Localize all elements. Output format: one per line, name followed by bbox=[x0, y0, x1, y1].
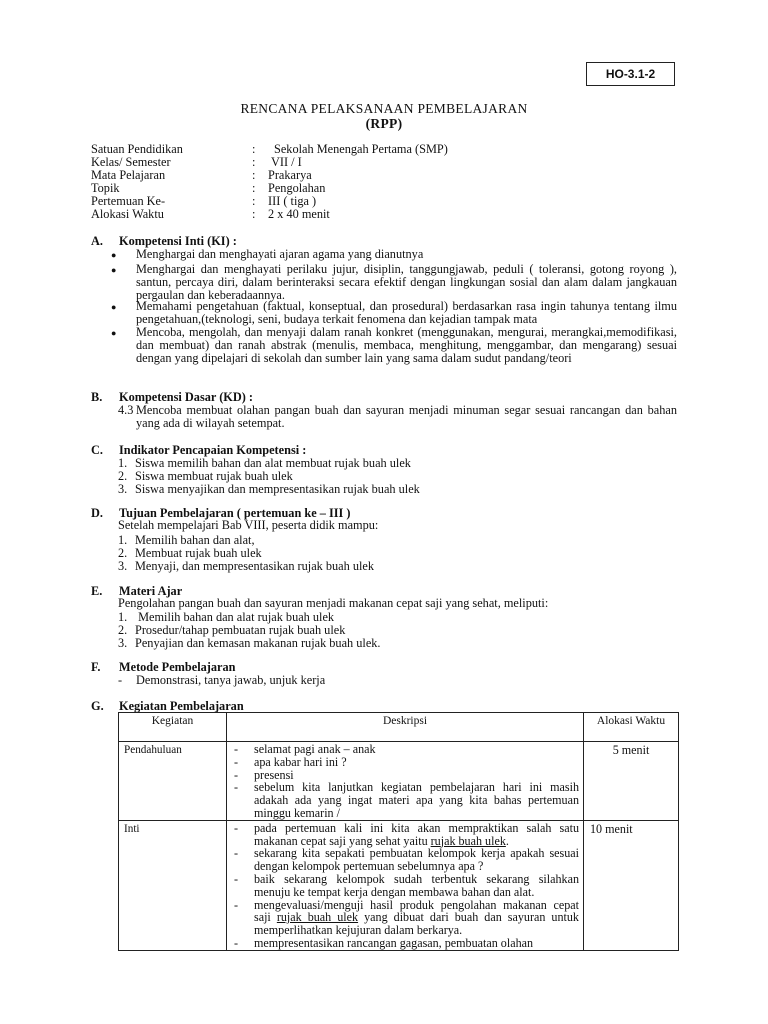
column-header-alokasi: Alokasi Waktu bbox=[584, 713, 679, 742]
item-number: 1. bbox=[118, 456, 128, 470]
section-title: Kegiatan Pembelajaran bbox=[119, 699, 244, 713]
item-text: mempresentasikan rancangan gagasan, pembuatan olahan bbox=[254, 935, 534, 950]
identity-value: VII / I bbox=[271, 155, 302, 169]
item-text: Prosedur/tahap pembuatan rujak buah ulek bbox=[135, 623, 346, 637]
section-title: Kompetensi Inti (KI) : bbox=[119, 234, 237, 248]
kd-number: 4.3 bbox=[118, 403, 134, 417]
item-text: Menyaji, dan mempresentasikan rujak buah ulek bbox=[135, 559, 375, 573]
document-title: RENCANA PELAKSANAAN PEMBELAJARAN bbox=[240, 101, 528, 116]
identity-label: Satuan Pendidikan bbox=[91, 142, 183, 156]
bullet-icon: ● bbox=[111, 302, 117, 312]
item-text: Memilih bahan dan alat, bbox=[135, 533, 255, 547]
deskripsi-cell bbox=[227, 820, 584, 950]
identity-colon: : bbox=[252, 207, 256, 221]
list-item: - presensi bbox=[234, 767, 294, 782]
identity-label: Kelas/ Semester bbox=[91, 155, 171, 169]
item-text: presensi bbox=[254, 767, 294, 782]
deskripsi-cell bbox=[227, 742, 584, 821]
item-number: 1. bbox=[118, 610, 128, 624]
list-item: - pada pertemuan kali ini kita akan mempraktikan salah satu makanan cepat saji yang sehat yaitu rujak buah ulek. bbox=[234, 820, 579, 848]
document-code-box: HO-3.1-2 bbox=[586, 62, 675, 86]
item-text: Siswa menyajikan dan mempresentasikan rujak buah ulek bbox=[135, 482, 420, 496]
bullet-icon: ● bbox=[111, 265, 117, 275]
item-text: Memilih bahan dan alat rujak buah ulek bbox=[135, 610, 335, 624]
identity-colon: : bbox=[252, 168, 256, 182]
ki-item: Mencoba, mengolah, dan menyaji dalam ranah konkret (menggunakan, mengurai, merangkai,memodifikasi, dan membuat) dan ranah abstrak (menulis, membaca, menghitung, menggambar, dan mengarang) sesuai dengan yang dipelajari di sekolah dan sumber lain yang sama dalam sudut pandang/teori bbox=[136, 325, 677, 365]
material-intro: Pengolahan pangan buah dan sayuran menjadi makanan cepat saji yang sehat, meliputi: bbox=[118, 596, 549, 610]
method-text: Demonstrasi, tanya jawab, unjuk kerja bbox=[136, 673, 326, 687]
kd-text: Mencoba membuat olahan pangan buah dan sayuran menjadi minuman segar sesuai rancangan dan bahan yang ada di wilayah setempat. bbox=[136, 403, 677, 430]
objective-intro: Setelah mempelajari Bab VIII, peserta didik mampu: bbox=[118, 518, 379, 532]
list-item: - selamat pagi anak – anak bbox=[234, 742, 376, 756]
identity-colon: : bbox=[252, 155, 256, 169]
section-letter: E. bbox=[91, 584, 103, 598]
alokasi-cell: 10 menit bbox=[584, 820, 679, 950]
identity-value: Sekolah Menengah Pertama (SMP) bbox=[274, 142, 448, 156]
list-item: - sebelum kita lanjutkan kegiatan pembelajaran hari ini masih adakah ada yang ingat materi apa yang kita bahas pertemuan minggu kemarin / bbox=[234, 780, 579, 820]
bullet-icon: ● bbox=[111, 250, 117, 260]
identity-value: Prakarya bbox=[268, 168, 312, 182]
item-number: 3. bbox=[118, 559, 128, 573]
identity-label: Pertemuan Ke- bbox=[91, 194, 166, 208]
item-text: mengevaluasi/menguji hasil produk pengolahan makanan cepat saji rujak buah ulek yang dibuat dari buah dan sayuran untuk memperlihatkan kejujuran dalam berkarya. bbox=[254, 897, 579, 938]
column-header-deskripsi: Deskripsi bbox=[227, 713, 584, 742]
identity-value: Pengolahan bbox=[268, 181, 326, 195]
kegiatan-cell: Pendahuluan bbox=[119, 742, 227, 821]
identity-value: III ( tiga ) bbox=[268, 194, 317, 208]
description-list bbox=[227, 743, 583, 820]
item-text: Penyajian dan kemasan makanan rujak buah ulek. bbox=[135, 636, 381, 650]
section-title: Indikator Pencapaian Kompetensi : bbox=[119, 443, 307, 457]
item-text: baik sekarang kelompok sudah terbentuk sekarang silahkan menuju ke tempat kerja dengan membawa bahan dan alat. bbox=[254, 871, 579, 899]
identity-label: Alokasi Waktu bbox=[91, 207, 164, 221]
ki-item: Menghargai dan menghayati perilaku jujur, disiplin, tanggungjawab, peduli ( toleransi, gotong royong ), santun, percaya diri, dalam berinteraksi secara efektif dengan lingkungan sosial dan alam dalam jangkauan pergaulan dan keberadaannya. bbox=[136, 262, 677, 302]
item-number: 1. bbox=[118, 533, 128, 547]
list-item: - sekarang kita sepakati pembuatan kelompok kerja apakah sesuai dengan kelompok pertemuan sebelumnya apa ? bbox=[234, 846, 579, 874]
material-item bbox=[118, 636, 381, 651]
kegiatan-cell: Inti bbox=[119, 820, 227, 950]
item-text: sebelum kita lanjutkan kegiatan pembelajaran hari ini masih adakah ada yang ingat materi apa yang kita bahas pertemuan minggu kemarin / bbox=[254, 780, 579, 820]
section-title: Materi Ajar bbox=[119, 584, 183, 598]
identity-label: Mata Pelajaran bbox=[91, 168, 166, 182]
item-text: apa kabar hari ini ? bbox=[254, 754, 347, 769]
item-number: 2. bbox=[118, 546, 128, 560]
table-row bbox=[119, 742, 679, 821]
column-header-kegiatan: Kegiatan bbox=[119, 713, 227, 742]
table-header-row bbox=[119, 713, 679, 742]
section-title: Tujuan Pembelajaran ( pertemuan ke – III ) bbox=[119, 506, 351, 520]
identity-colon: : bbox=[252, 181, 256, 195]
item-text: Siswa memilih bahan dan alat membuat rujak buah ulek bbox=[135, 456, 411, 470]
method-dash: - bbox=[118, 673, 123, 687]
item-text: Siswa membuat rujak buah ulek bbox=[135, 469, 293, 483]
section-letter: C. bbox=[91, 443, 103, 457]
list-item: - baik sekarang kelompok sudah terbentuk sekarang silahkan menuju ke tempat kerja dengan membawa bahan dan alat. bbox=[234, 871, 579, 899]
section-letter: G. bbox=[91, 699, 104, 713]
list-item: - apa kabar hari ini ? bbox=[234, 754, 347, 769]
alokasi-cell: 5 menit bbox=[584, 742, 679, 821]
section-letter: D. bbox=[91, 506, 103, 520]
activities-table bbox=[118, 712, 679, 951]
item-text: sekarang kita sepakati pembuatan kelompok kerja apakah sesuai dengan kelompok pertemuan sebelumnya apa ? bbox=[254, 846, 579, 874]
identity-colon: : bbox=[252, 142, 256, 156]
item-number: 2. bbox=[118, 623, 128, 637]
item-text: Membuat rujak buah ulek bbox=[135, 546, 262, 560]
document-subtitle: (RPP) bbox=[365, 116, 403, 131]
item-text: pada pertemuan kali ini kita akan mempraktikan salah satu makanan cepat saji yang sehat yaitu rujak buah ulek. bbox=[254, 820, 579, 848]
item-text: selamat pagi anak – anak bbox=[254, 742, 376, 756]
table-row bbox=[119, 820, 679, 950]
section-title: Kompetensi Dasar (KD) : bbox=[119, 390, 253, 404]
indicator-item bbox=[118, 482, 420, 497]
item-number: 3. bbox=[118, 482, 128, 496]
identity-label: Topik bbox=[91, 181, 120, 195]
item-number: 2. bbox=[118, 469, 128, 483]
list-item: - mengevaluasi/menguji hasil produk pengolahan makanan cepat saji rujak buah ulek yang dibuat dari buah dan sayuran untuk memperlihatkan kejujuran dalam berkarya. bbox=[234, 897, 579, 938]
section-letter: B. bbox=[91, 390, 103, 404]
ki-item: Menghargai dan menghayati ajaran agama yang dianutnya bbox=[136, 247, 424, 261]
bullet-icon: ● bbox=[111, 328, 117, 338]
section-letter: A. bbox=[91, 234, 103, 248]
identity-colon: : bbox=[252, 194, 256, 208]
item-number: 3. bbox=[118, 636, 128, 650]
section-letter: F. bbox=[91, 660, 101, 674]
identity-value: 2 x 40 menit bbox=[268, 207, 330, 221]
section-title: Metode Pembelajaran bbox=[119, 660, 236, 674]
list-item: - mempresentasikan rancangan gagasan, pembuatan olahan bbox=[234, 935, 534, 950]
ki-item: Memahami pengetahuan (faktual, konseptual, dan prosedural) berdasarkan rasa ingin tahunya tentang ilmu pengetahuan,(teknologi, seni, budaya terkait fenomena dan kejadian tampak mata bbox=[136, 299, 677, 326]
description-list bbox=[227, 822, 583, 950]
objective-item bbox=[118, 559, 374, 574]
